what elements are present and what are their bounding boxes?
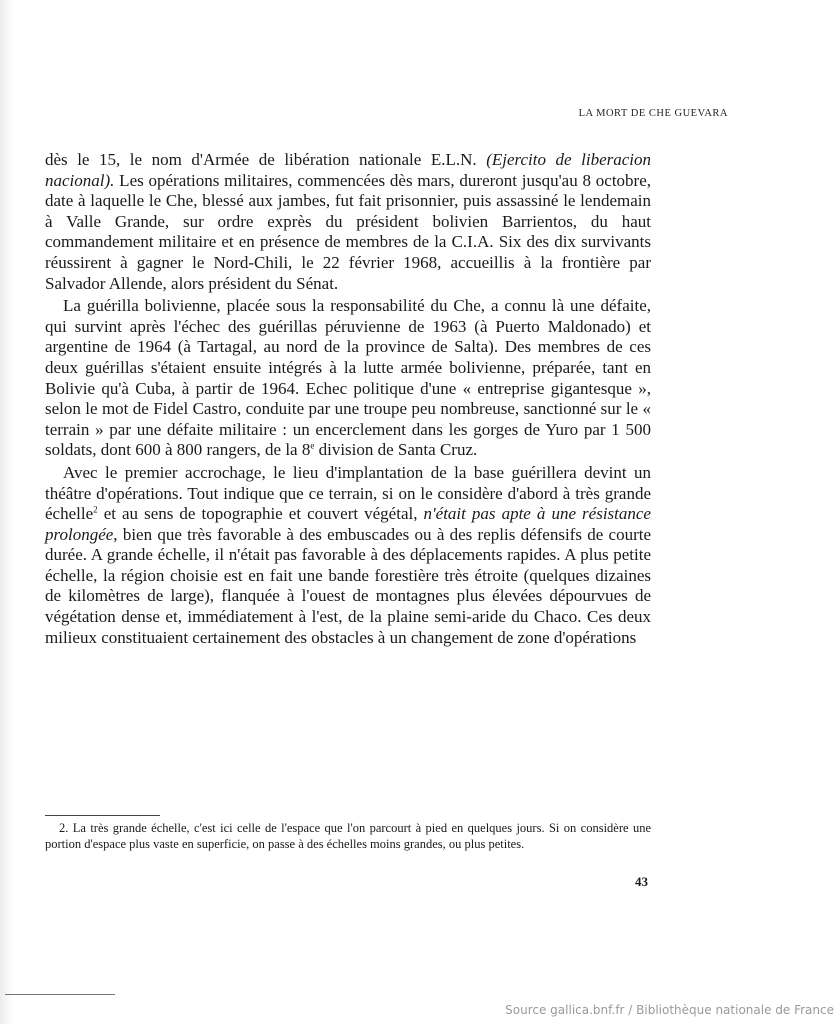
running-head: LA MORT DE CHE GUEVARA xyxy=(578,108,728,119)
paragraph-1-italic-phrase: (Ejercito de liberacion nacional). xyxy=(45,150,651,190)
paragraph-1-text-b: Les opérations militaires, commencées dès mars, dureront jusqu'au 8 octobre, date à laquelle le Che, blessé aux jambes, fut fait prisonnier, puis assassiné le lendemain à Valle Grande, sur ordre exprès du président bolivien Barrientos, du haut commandement militaire et en présence de membres de la C.I.A. Six des dix survivants réussirent à gagner le Nord-Chili, le 22 février 1968, accueillis à la frontière par Salvador Allende, alors président du Sénat. xyxy=(45,170,651,293)
paragraph-2-text-b: division de Santa Cruz. xyxy=(314,440,478,460)
paragraph-3 xyxy=(45,463,651,648)
paragraph-1-text-a: dès le 15, le nom d'Armée de libération nationale E.L.N. xyxy=(45,150,487,169)
paragraph-3-text-b: et au sens de topographie et couvert végétal, xyxy=(97,504,424,524)
paragraph-3-text-c: bien que très favorable à des embuscades ou à des replis défensifs de courte durée. A grande échelle, il n'était pas favorable à des déplacements rapides. A plus petite échelle, la région choisie est en fait une bande forestière très étroite (quelques dizaines de kilomètres de large), flanquée à l'ouest de montagnes plus élevées dépourvues de végétation dense et, immédiatement à l'est, de la plaine semi-aride du Chaco. Ces deux milieux constituaient certainement des obstacles à un changement de zone d'opérations xyxy=(45,524,651,647)
source-credit: Source gallica.bnf.fr / Bibliothèque nationale de France xyxy=(505,1003,834,1017)
ordinal-superscript: e xyxy=(310,440,315,451)
paragraph-2-text-a: La guérilla bolivienne, placée sous la responsabilité du Che, a connu là une défaite, qui survint après l'échec des guérillas péruvienne de 1963 (à Puerto Maldonado) et argentine de 1964 (à Tartagal, au nord de la province de Salta). Des membres de ces deux guérillas s'étaient ensuite intégrés à la lutte armée bolivienne, préparée, tant en Bolivie qu'à Cuba, à partir de 1964. Echec politique d'une « entreprise gigantesque », selon le mot de Fidel Castro, conduite par une troupe peu nombreuse, sanctionné sur le « terrain » par une défaite militaire : un encerclement dans les gorges de Yuro par 1 500 soldats, dont 600 à 800 rangers, de la 8 xyxy=(45,296,651,460)
bottom-divider xyxy=(5,994,115,995)
body-text xyxy=(45,150,651,648)
footnote-reference[interactable]: 2 xyxy=(93,504,98,515)
page-number: 43 xyxy=(635,874,648,889)
page-edge-shadow xyxy=(0,0,14,1024)
paragraph-3-text-a: Avec le premier accrochage, le lieu d'implantation de la base guérillera devint un théâtre d'opérations. Tout indique que ce terrain, si on le considère d'abord à très grande échelle xyxy=(45,462,651,524)
paragraph-1 xyxy=(45,150,651,294)
footnote-divider xyxy=(45,815,160,816)
paragraph-2 xyxy=(45,296,651,461)
footnote: 2. La très grande échelle, c'est ici celle de l'espace que l'on parcourt à pied en quelques jours. Si on considère une portion d'espace plus vaste en superficie, on passe à des échelles moins grandes, ou plus petites. xyxy=(45,821,651,851)
paragraph-3-italic-phrase: n'était pas apte à une résistance prolongée, xyxy=(45,504,651,544)
